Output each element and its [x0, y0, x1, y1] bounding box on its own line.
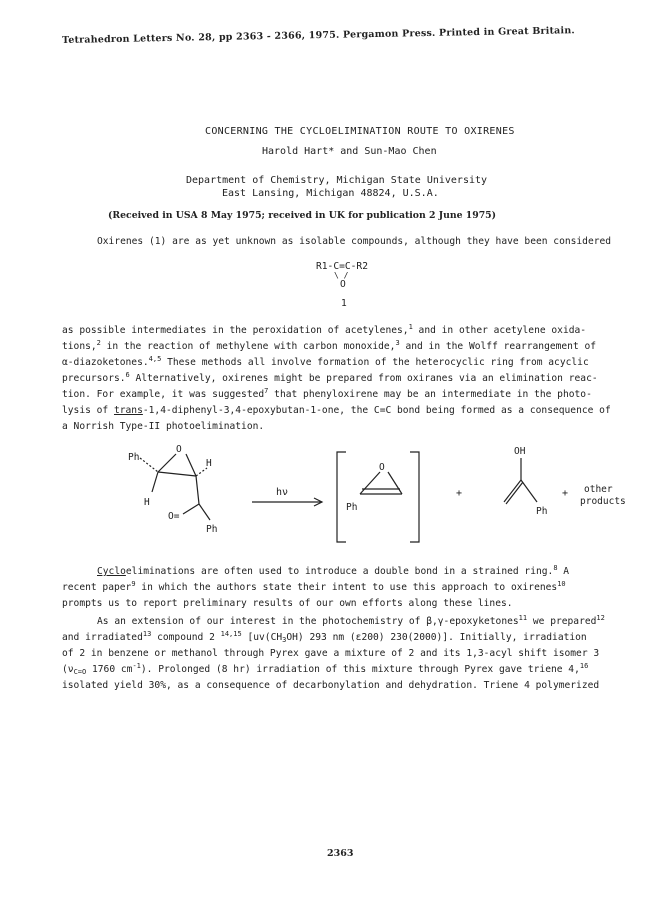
scheme-h-top: H	[206, 458, 212, 469]
reaction-scheme	[0, 432, 672, 562]
scheme-ph-bottom: Ph	[206, 524, 218, 535]
scheme-ph-enol: Ph	[536, 506, 548, 517]
text-line: tions,$^2$ in the reaction of methylene with carbon monoxide,$^3$ and in the Wolff rearrangement of	[62, 339, 597, 352]
affiliation-line-1: Department of Chemistry, Michigan State University	[186, 175, 488, 186]
page-number: 2363	[327, 848, 354, 859]
scheme-plus-2: +	[562, 488, 569, 499]
received-line: (Received in USA 8 May 1975; received in UK for publication 2 June 1975)	[108, 210, 497, 221]
scheme-ph-oxirene: Ph	[346, 502, 358, 513]
scheme-oh: OH	[514, 446, 526, 457]
text-line: As an extension of our interest in the photochemistry of β,γ-epoxyketones$^{11}$ we prepared$^{12}$	[97, 614, 605, 627]
affiliation-line-2: East Lansing, Michigan 48824, U.S.A.	[222, 188, 439, 199]
structure-1-bridge: \ /	[334, 271, 349, 280]
scheme-arrow-label: hν	[276, 487, 289, 498]
scheme-ph-top: Ph	[128, 452, 140, 463]
text-line: of 2 in benzene or methanol through Pyrex gave a mixture of 2 and its 1,3-acyl shift isomer 3	[62, 648, 600, 659]
structure-1-formula: R1-C=C-R2	[316, 261, 368, 272]
journal-header: Tetrahedron Letters No. 28, pp 2363 - 2366, 1975. Pergamon Press. Printed in Great Britain.	[62, 25, 575, 46]
text-line: tion. For example, it was suggested$^7$ that phenyloxirene may be an intermediate in the photo-	[62, 387, 592, 400]
article-authors: Harold Hart* and Sun-Mao Chen	[262, 146, 437, 157]
text-line: prompts us to report preliminary results of our own efforts along these lines.	[62, 598, 513, 609]
scheme-carbonyl-o: O=	[168, 511, 180, 522]
text-line: a Norrish Type-II photoelimination.	[62, 421, 265, 432]
structure-1-oxygen: O	[340, 279, 346, 290]
structure-1-label: 1	[341, 298, 347, 309]
text-line: as possible intermediates in the peroxidation of acetylenes,$^1$ and in other acetylene oxida-	[62, 323, 587, 336]
scheme-plus-1: +	[456, 488, 463, 499]
paragraph-3	[62, 614, 622, 694]
text-line: ($\nu_{C=O}$ 1760 $cm^{-1}$). Prolonged (8 hr) irradiation of this mixture through Pyrex gave triene 4,16	[62, 662, 589, 676]
scheme-o-left: O	[176, 444, 182, 455]
scheme-h-left: H	[144, 497, 150, 508]
paragraph-2	[62, 564, 622, 612]
text-line: lysis of trans-1,4-diphenyl-3,4-epoxybutan-1-one, the C=C bond being formed as a consequence of	[62, 405, 611, 416]
text-line: and irradiated$^{13}$ compound 2 $^{14,15}$ [$uv(CH_3OH)$ 293 nm (ε200) 230(2000)]. Initially, irradiation	[62, 630, 587, 644]
text-line: isolated yield 30%, as a consequence of decarbonylation and dehydration. Triene 4 polymerized	[62, 680, 600, 691]
paragraph-1-line-1: Oxirenes (1) are as yet unknown as isolable compounds, although they have been considered	[97, 236, 612, 247]
text-line: precursors.$^6$ Alternatively, oxirenes might be prepared from oxiranes via an elimination reac-	[62, 371, 598, 384]
text-line: recent paper$^9$ in which the authors state their intent to use this approach to oxirenes$^{10}$	[62, 580, 566, 593]
text-line: Cycloeliminations are often used to introduce a double bond in a strained ring.$^8$ A	[97, 564, 570, 577]
scheme-o-oxirene: O	[379, 462, 385, 473]
scheme-other: other	[584, 484, 613, 495]
article-title: CONCERNING THE CYCLOELIMINATION ROUTE TO OXIRENES	[205, 126, 515, 137]
text-line: α-diazoketones.$^{4,5}$ These methods all involve formation of the heterocyclic ring from acyclic	[62, 355, 589, 368]
paragraph-1-body	[62, 323, 622, 435]
scheme-products: products	[580, 496, 626, 507]
